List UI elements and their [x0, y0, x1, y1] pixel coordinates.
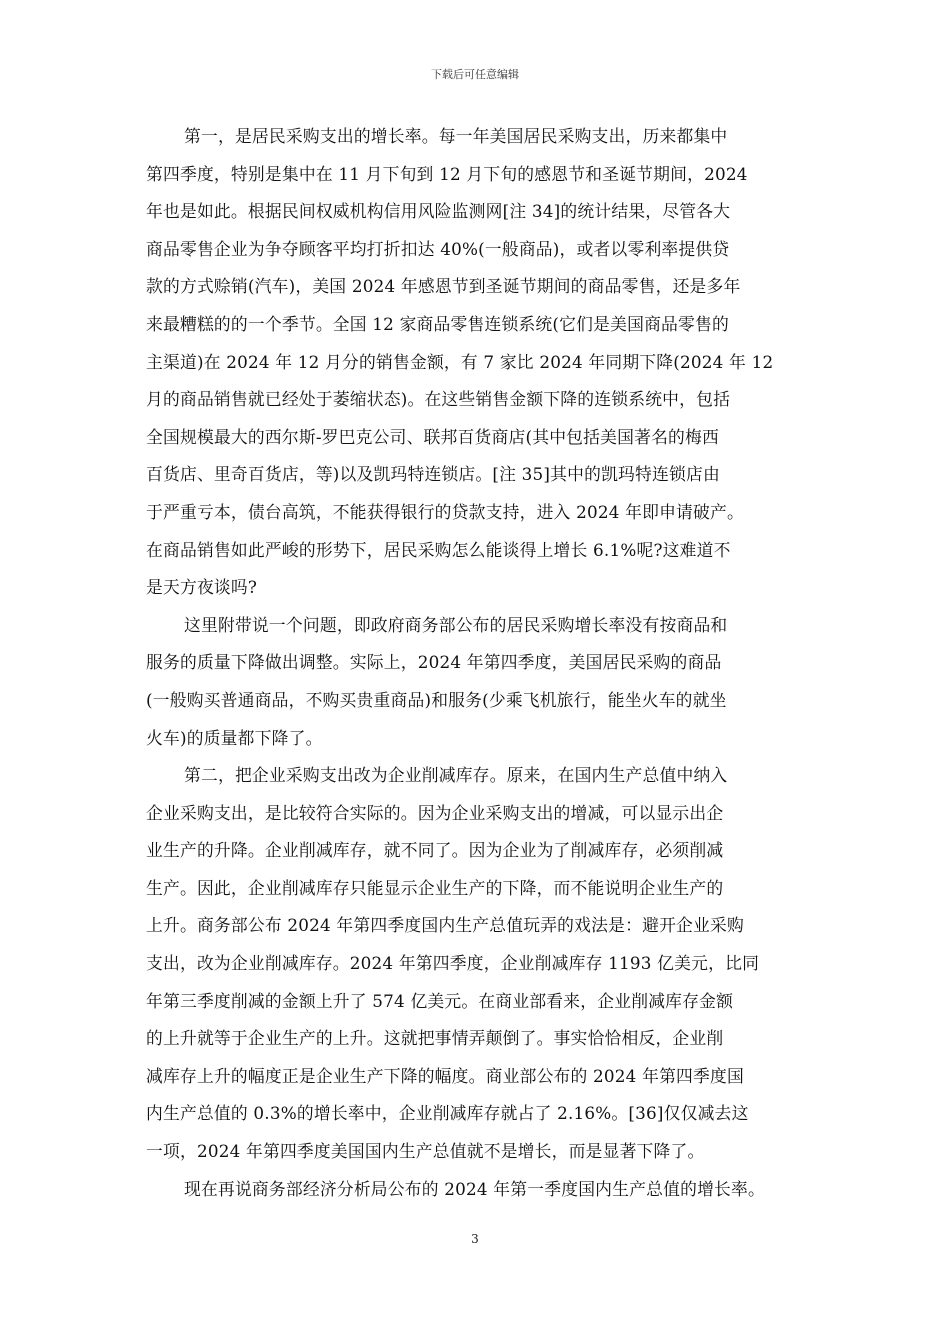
text-line: 是天方夜谈吗? — [146, 577, 258, 598]
text-line: 生产。因此，企业削减库存只能显示企业生产的下降，而不能说明企业生产的 — [146, 877, 724, 898]
text-line: 业生产的升降。企业削减库存，就不同了。因为企业为了削减库存，必须削减 — [146, 840, 724, 861]
text-line: 第四季度，特别是集中在 11 月下旬到 12 月下旬的感恩节和圣诞节期间，2024 — [146, 163, 748, 184]
paragraph-4 — [146, 1171, 814, 1209]
text-line: 第二，把企业采购支出改为企业削减库存。原来，在国内生产总值中纳入 — [184, 765, 728, 786]
text-line: 月的商品销售就已经处于萎缩状态)。在这些销售金额下降的连锁系统中，包括 — [146, 389, 731, 410]
text-line: 全国规模最大的西尔斯-罗巴克公司、联邦百货商店(其中包括美国著名的梅西 — [146, 426, 720, 447]
text-line: 企业采购支出，是比较符合实际的。因为企业采购支出的增减，可以显示出企 — [146, 802, 724, 823]
text-line: 减库存上升的幅度正是企业生产下降的幅度。商业部公布的 2024 年第四季度国 — [146, 1065, 744, 1086]
text-line: 现在再说商务部经济分析局公布的 2024 年第一季度国内生产总值的增长率。 — [184, 1178, 765, 1199]
text-line: 款的方式赊销(汽车)，美国 2024 年感恩节到圣诞节期间的商品零售，还是多年 — [146, 276, 741, 297]
text-line: 一项，2024 年第四季度美国国内生产总值就不是增长，而是显著下降了。 — [146, 1141, 705, 1162]
text-line: (一般购买普通商品，不购买贵重商品)和服务(少乘飞机旅行，能坐火车的就坐 — [146, 689, 727, 710]
text-line: 服务的质量下降做出调整。实际上，2024 年第四季度，美国居民采购的商品 — [146, 652, 722, 673]
paragraph-3 — [146, 757, 814, 1171]
page-number: 3 — [471, 1232, 479, 1246]
text-line: 火车)的质量都下降了。 — [146, 727, 323, 748]
paragraph-2 — [146, 607, 814, 757]
text-line: 上升。商务部公布 2024 年第四季度国内生产总值玩弄的戏法是：避开企业采购 — [146, 915, 744, 936]
text-line: 来最糟糕的的一个季节。全国 12 家商品零售连锁系统(它们是美国商品零售的 — [146, 313, 729, 334]
text-line: 年也是如此。根据民间权威机构信用风险监测网[注 34]的统计结果，尽管各大 — [146, 201, 731, 222]
page-header: 下载后可任意编辑 — [431, 68, 519, 81]
text-line: 商品零售企业为争夺顾客平均打折扣达 40%(一般商品)，或者以零利率提供贷 — [146, 238, 730, 259]
paragraph-1 — [146, 118, 814, 607]
text-line: 于严重亏本，债台高筑，不能获得银行的贷款支持，进入 2024 年即申请破产。 — [146, 501, 744, 522]
text-line: 的上升就等于企业生产的上升。这就把事情弄颠倒了。事实恰恰相反，企业削 — [146, 1028, 724, 1049]
text-line: 第一，是居民采购支出的增长率。每一年美国居民采购支出，历来都集中 — [184, 126, 728, 146]
document-body — [146, 118, 814, 1208]
text-line: 这里附带说一个问题，即政府商务部公布的居民采购增长率没有按商品和 — [184, 614, 728, 635]
text-line: 百货店、里奇百货店，等)以及凯玛特连锁店。[注 35]其中的凯玛特连锁店由 — [146, 464, 720, 485]
text-line: 主渠道)在 2024 年 12 月分的销售金额，有 7 家比 2024 年同期下降(2024 年 12 — [146, 351, 774, 372]
text-line: 内生产总值的 0.3%的增长率中，企业削减库存就占了 2.16%。[36]仅仅减去这 — [146, 1103, 749, 1124]
text-line: 在商品销售如此严峻的形势下，居民采购怎么能谈得上增长 6.1%呢?这难道不 — [146, 539, 731, 560]
text-line: 支出，改为企业削减库存。2024 年第四季度，企业削减库存 1193 亿美元，比同 — [146, 953, 760, 974]
text-line: 年第三季度削减的金额上升了 574 亿美元。在商业部看来，企业削减库存金额 — [146, 990, 734, 1011]
